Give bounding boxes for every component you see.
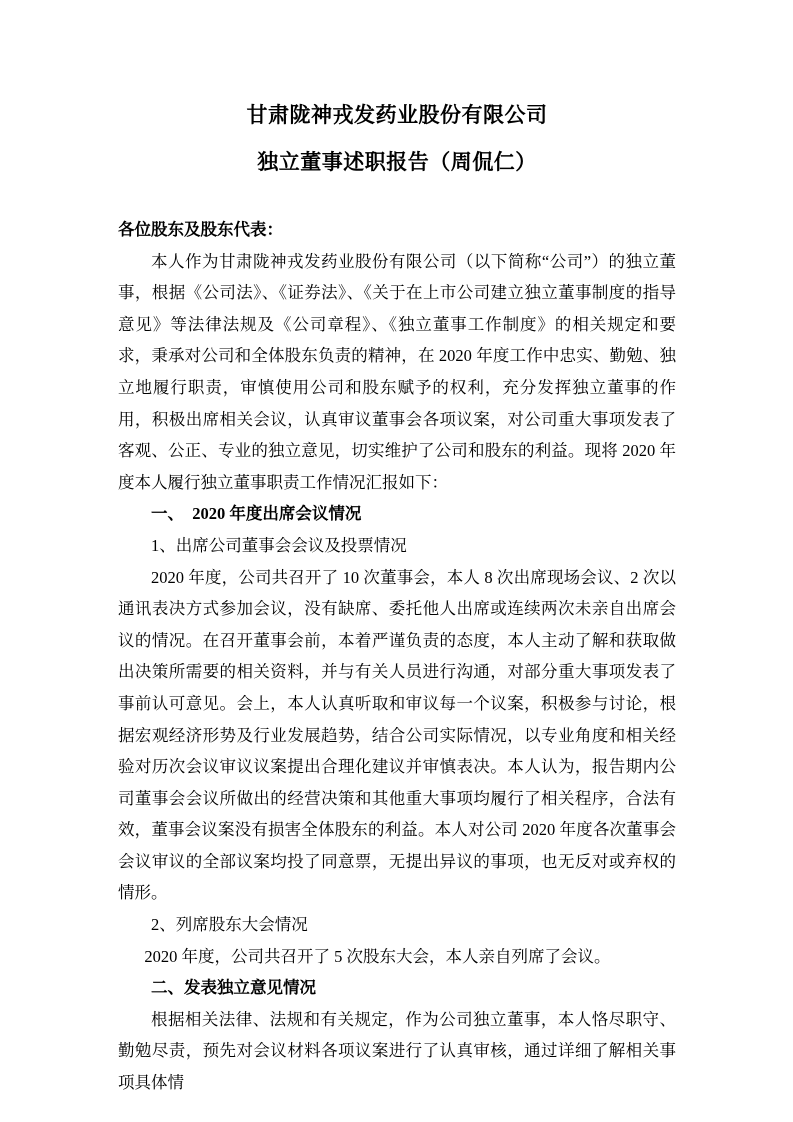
- section-1-heading: 一、 2020 年度出席会议情况: [151, 504, 362, 524]
- salutation: 各位股东及股东代表：: [118, 220, 283, 239]
- section-2-heading: 二、发表独立意见情况: [151, 978, 316, 998]
- title-block: [118, 92, 676, 186]
- section-1-subheading-1: 1、出席公司董事会会议及投票情况: [151, 535, 407, 555]
- intro-paragraph: 本人作为甘肃陇神戎发药业股份有限公司（以下简称“公司”）的独立董事，根据《公司法》、《证券法》、《关于在上市公司建立独立董事制度的指导意见》等法律法规及《公司章程》、《独立董事工作制度》的相关规定和要求，秉承对公司和全体股东负责的精神，在 2020 年度工作中忠实、勤勉、独立地履行职责，审慎使用公司和股东赋予的权利，充分发挥独立董事的作用，积极出席相关会议，认真审议董事会各项议案，对公司重大事项发表了客观、公正、专业的独立意见，切实维护了公司和股东的利益。现将 2020 年度本人履行独立董事职责工作情况汇报如下：: [118, 251, 676, 492]
- section-2-paragraph-1: 根据相关法律、法规和有关规定，作为公司独立董事，本人恪尽职守、勤勉尽责，预先对会议材料各项议案进行了认真审核，通过详细了解相关事项具体情: [118, 1009, 676, 1093]
- section-1-paragraph-1: 2020 年度，公司共召开了 10 次董事会，本人 8 次出席现场会议、2 次以通讯表决方式参加会议，没有缺席、委托他人出席或连续两次未亲自出席会议的情况。在召开董事会前，本着严谨负责的态度，本人主动了解和获取做出决策所需要的相关资料，并与有关人员进行沟通，对部分重大事项发表了事前认可意见。会上，本人认真听取和审议每一个议案，积极参与讨论，根据宏观经济形势及行业发展趋势，结合公司实际情况，以专业角度和相关经验对历次会议审议议案提出合理化建议并审慎表决。本人认为，报告期内公司董事会会议所做出的经营决策和其他重大事项均履行了相关程序，合法有效，董事会议案没有损害全体股东的利益。本人对公司 2020 年度各次董事会会议审议的全部议案均投了同意票，无提出异议的事项，也无反对或弃权的情形。: [118, 567, 676, 903]
- section-1-subheading-2: 2、列席股东大会情况: [151, 915, 308, 935]
- company-title: 甘肃陇神戎发药业股份有限公司: [246, 103, 548, 127]
- section-1-paragraph-2: 2020 年度，公司共召开了 5 次股东大会，本人亲自列席了会议。: [144, 946, 611, 966]
- document-body: [118, 214, 676, 1099]
- report-title: 独立董事述职报告（周侃仁）: [257, 150, 537, 174]
